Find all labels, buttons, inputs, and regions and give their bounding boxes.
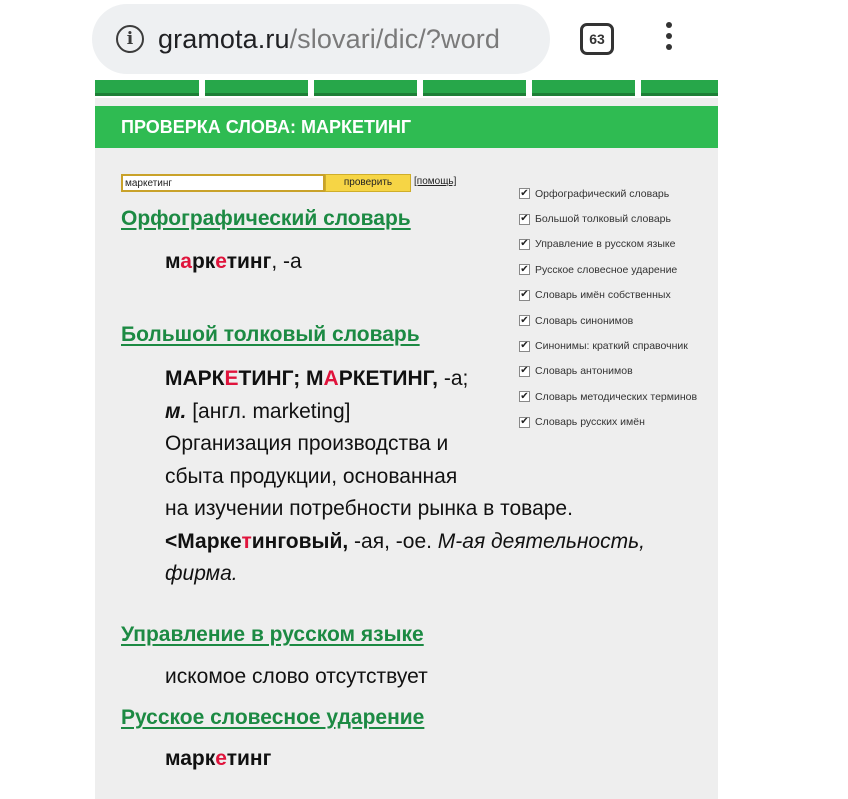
nav-tab[interactable] <box>423 80 526 96</box>
address-bar[interactable] <box>92 4 550 74</box>
bts-headword: МАРКЕТИНГ; МАРКЕТИНГ, -а; <box>165 367 469 390</box>
dictionary-option-label: Большой толковый словарь <box>535 213 671 226</box>
dictionary-option[interactable] <box>519 283 697 308</box>
dictionary-option-label: Русское словесное ударение <box>535 263 678 276</box>
tab-switcher-button[interactable] <box>580 23 614 55</box>
dictionary-option-label: Управление в русском языке <box>535 238 676 251</box>
nav-tab[interactable] <box>314 80 417 96</box>
bts-entry <box>165 363 705 591</box>
checkbox[interactable]: ✔ <box>520 238 529 250</box>
checkbox[interactable]: ✔ <box>520 289 529 301</box>
nav-tab[interactable] <box>641 80 718 96</box>
dictionary-option[interactable] <box>519 232 697 257</box>
page-content <box>95 80 718 799</box>
orfo-entry: маркетинг, -а <box>165 250 302 273</box>
checkbox[interactable]: ✔ <box>520 187 529 199</box>
bts-derivative: <Маркетинговый, -ая, -ое. М-ая деятельность, <box>165 529 645 553</box>
help-link[interactable]: [помощь] <box>414 176 457 187</box>
dictionary-option-label: Словарь имён собственных <box>535 289 671 302</box>
page-title: ПРОВЕРКА СЛОВА: МАРКЕТИНГ <box>95 106 718 148</box>
section-title-bts[interactable]: Большой толковый словарь <box>121 323 420 346</box>
dictionary-option[interactable] <box>519 333 697 358</box>
checkbox[interactable]: ✔ <box>520 416 529 428</box>
check-button[interactable]: проверить <box>325 174 411 192</box>
checkbox[interactable]: ✔ <box>520 340 529 352</box>
url-host: gramota.ru <box>158 23 290 54</box>
search-input[interactable] <box>121 174 325 192</box>
bts-definition-line: Организация производства и <box>165 432 449 455</box>
bts-derivative-cont: фирма. <box>165 562 238 585</box>
checkbox[interactable]: ✔ <box>520 263 529 275</box>
udar-entry: маркетинг <box>165 747 272 770</box>
checkbox[interactable]: ✔ <box>520 314 529 326</box>
nav-strip <box>95 80 718 98</box>
section-title-upr[interactable]: Управление в русском языке <box>121 623 424 646</box>
upr-entry: искомое слово отсутствует <box>165 665 428 688</box>
dictionary-option[interactable] <box>519 308 697 333</box>
checkbox[interactable]: ✔ <box>520 365 529 377</box>
url-path: /slovari/dic/?word <box>289 23 500 54</box>
bts-grammar: м. [англ. marketing] <box>165 399 351 423</box>
overflow-menu-icon[interactable] <box>662 22 676 58</box>
nav-tab[interactable] <box>532 80 635 96</box>
info-icon[interactable]: i <box>116 25 144 53</box>
checkbox[interactable]: ✔ <box>520 213 529 225</box>
nav-tab[interactable] <box>95 80 199 96</box>
bts-definition-line: на изучении потребности рынка в товаре. <box>165 497 573 520</box>
checkbox[interactable]: ✔ <box>520 390 529 402</box>
dictionary-option-label: Словарь методических терминов <box>535 390 698 403</box>
dictionary-option-label: Словарь русских имён <box>535 416 645 429</box>
nav-tab[interactable] <box>205 80 308 96</box>
dictionary-option-label: Синонимы: краткий справочник <box>535 340 688 353</box>
dictionary-option[interactable] <box>519 181 697 206</box>
dictionary-option-label: Словарь синонимов <box>535 314 634 327</box>
dictionary-option-label: Словарь антонимов <box>535 365 633 378</box>
section-title-udar[interactable]: Русское словесное ударение <box>121 706 425 729</box>
tab-count: 63 <box>589 31 605 47</box>
bts-definition-line: сбыта продукции, основанная <box>165 464 458 488</box>
url-text[interactable] <box>158 24 538 55</box>
dictionary-option[interactable] <box>519 206 697 231</box>
dictionary-option[interactable] <box>519 257 697 282</box>
section-title-orfo[interactable]: Орфографический словарь <box>121 207 411 230</box>
dictionary-option-label: Орфографический словарь <box>535 187 670 200</box>
